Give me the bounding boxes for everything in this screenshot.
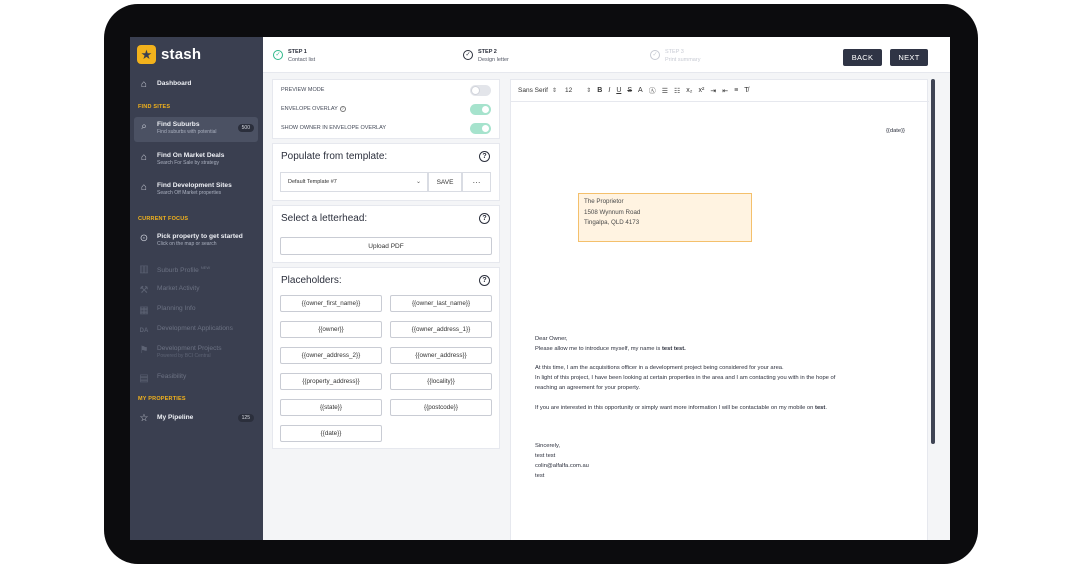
letter-editor (510, 79, 928, 540)
sidebar-item-label: Feasibility (157, 373, 187, 380)
sidebar-item-label: Development Applications (157, 325, 233, 332)
bold-icon[interactable]: B (597, 87, 603, 94)
sidebar-item-dashboard[interactable] (134, 75, 258, 94)
placeholder-owner-address-2[interactable]: {{owner_address_2}} (280, 347, 382, 364)
count-badge: 500 (238, 124, 254, 132)
step-sub: Contact list (288, 57, 316, 63)
sidebar-item-label: Pick property to get started (157, 233, 243, 240)
letter-signoff: test (535, 473, 545, 479)
placeholders-title: Placeholders: (281, 275, 342, 286)
letter-paragraph: In light of this project, I have been looking at certain properties in the area and I am contacting you with in the hope of (535, 375, 836, 381)
letter-signoff: Sincerely, (535, 443, 561, 449)
letterhead-title: Select a letterhead: (281, 213, 368, 224)
font-family-select[interactable]: Sans Serif (518, 87, 548, 94)
sidebar-item-label: Suburb Profile $^{NEW}$ (157, 265, 211, 275)
star-logo-icon: ★ (137, 45, 156, 64)
placeholder-owner-address[interactable]: {{owner_address}} (390, 347, 492, 364)
toggle-knob (471, 86, 480, 95)
calculator-icon: ▤ (139, 373, 149, 384)
font-size-select[interactable]: 12 (565, 87, 573, 94)
editor-toolbar (511, 80, 929, 102)
app-screen (130, 37, 950, 540)
letter-paragraph: If you are interested in this opportunity or simply want more information I will be contactable on my mobile on test. (535, 405, 827, 411)
preview-mode-label: PREVIEW MODE (281, 87, 325, 93)
placeholder-property-address[interactable]: {{property_address}} (280, 373, 382, 390)
crane-icon: ⚑ (139, 345, 149, 356)
highlight-icon[interactable]: Ⓐ (648, 87, 656, 95)
toggle-knob (481, 105, 490, 114)
count-badge: 125 (238, 414, 254, 422)
letterhead-panel (272, 205, 500, 263)
save-template-button[interactable]: SAVE (428, 172, 462, 192)
placeholder-date[interactable]: {{date}} (280, 425, 382, 442)
grid-icon: ▦ (139, 305, 149, 316)
preview-mode-toggle[interactable] (470, 85, 491, 96)
toggle-knob (481, 124, 490, 133)
next-button[interactable]: NEXT (890, 49, 928, 66)
home-icon: ⌂ (140, 79, 148, 90)
envelope-overlay-label: ENVELOPE OVERLAY ? (281, 106, 344, 112)
more-options-button[interactable]: ··· (462, 172, 491, 192)
show-owner-label: SHOW OWNER IN ENVELOPE OVERLAY (281, 125, 387, 131)
logo[interactable] (137, 45, 201, 64)
gavel-icon: ⚒ (139, 285, 149, 296)
ordered-list-icon[interactable]: ☰ (661, 87, 668, 95)
sidebar-item-suburb-profile (134, 260, 258, 279)
placeholder-owner[interactable]: {{owner}} (280, 321, 382, 338)
sidebar-item-development-projects (134, 341, 258, 363)
sidebar-item-sub: Click on the map or search (157, 241, 217, 247)
building-icon: ⌂ (140, 182, 148, 193)
sidebar-item-pick-property[interactable] (134, 229, 258, 251)
placeholder-postcode[interactable]: {{postcode}} (390, 399, 492, 416)
logo-text: stash (161, 46, 202, 63)
font-color-icon[interactable]: A (638, 87, 643, 94)
sidebar-item-label: My Pipeline (157, 414, 194, 421)
sidebar-item-label: Find Development Sites (157, 182, 232, 189)
outdent-icon[interactable]: ⇤ (722, 87, 729, 95)
sidebar-item-planning-info (134, 301, 258, 320)
sidebar-item-label: Planning Info (157, 305, 196, 312)
indent-icon[interactable]: ⇥ (710, 87, 717, 95)
sidebar (130, 37, 263, 540)
sidebar-item-development-sites[interactable] (134, 178, 258, 200)
placeholder-owner-address-1[interactable]: {{owner_address_1}} (390, 321, 492, 338)
sidebar-item-find-suburbs[interactable] (134, 117, 258, 142)
clear-format-icon[interactable]: T̸ (744, 87, 749, 94)
sidebar-item-label: Market Activity (157, 285, 200, 292)
help-icon[interactable]: ? (479, 275, 490, 286)
house-icon: ⌂ (140, 152, 148, 163)
letter-signoff: test test (535, 453, 556, 459)
options-panel (272, 79, 500, 139)
help-icon[interactable]: ? (479, 151, 490, 162)
step-1[interactable] (273, 49, 315, 64)
envelope-overlay-toggle[interactable] (470, 104, 491, 115)
sidebar-item-label: Find On Market Deals (157, 152, 225, 159)
section-my-properties: MY PROPERTIES (138, 396, 186, 402)
letter-paragraph: At this time, I am the acquisitions officer in a development project being considered for your area. (535, 365, 784, 371)
strikethrough-icon[interactable]: S (627, 87, 633, 94)
bullet-list-icon[interactable]: ☷ (674, 87, 681, 95)
sidebar-item-sub: Find suburbs with potential (157, 129, 217, 135)
step-title: STEP 1 (288, 49, 307, 55)
upload-pdf-button[interactable]: Upload PDF (280, 237, 492, 255)
step-sub: Print summary (665, 57, 701, 63)
step-3[interactable] (650, 49, 700, 64)
section-find-sites: FIND SITES (138, 104, 171, 110)
template-select-value: Default Template #7 (288, 179, 337, 185)
sidebar-item-sub: Search Off Market properties (157, 190, 222, 196)
template-title: Populate from template: (281, 151, 388, 162)
italic-icon[interactable]: I (608, 87, 611, 94)
address-line: The Proprietor (584, 198, 624, 205)
da-icon: DA (139, 328, 149, 334)
check-circle-icon: ✓ (273, 50, 283, 60)
envelope-address-box (578, 193, 752, 242)
placeholder-state[interactable]: {{state}} (280, 399, 382, 416)
location-pin-icon: ⊙ (139, 233, 149, 244)
stepper-bar (263, 37, 950, 73)
sidebar-item-market-activity (134, 281, 258, 300)
letter-paragraph: reaching an agreement for your property. (535, 385, 640, 391)
sidebar-item-sub: Powered by BCI Central (157, 353, 211, 359)
section-current-focus: CURRENT FOCUS (138, 216, 189, 222)
address-line: 1508 Wynnum Road (584, 208, 641, 216)
sidebar-item-my-pipeline[interactable] (134, 409, 258, 428)
sidebar-item-on-market-deals[interactable] (134, 148, 258, 170)
placeholder-owner-first-name[interactable]: {{owner_first_name}} (280, 295, 382, 312)
superscript-icon[interactable]: x² (698, 87, 705, 94)
help-icon[interactable]: ? (479, 213, 490, 224)
step-2[interactable] (463, 49, 509, 64)
sidebar-item-label: Find Suburbs (157, 121, 200, 128)
sidebar-item-feasibility (134, 369, 258, 388)
template-panel (272, 143, 500, 201)
updown-icon: ⇕ (552, 88, 558, 94)
step-title: STEP 2 (478, 49, 497, 55)
sidebar-item-label: Dashboard (157, 80, 192, 87)
step-sub: Design letter (478, 57, 509, 63)
sidebar-item-label: Development Projects (157, 345, 222, 352)
sidebar-item-development-applications (134, 321, 258, 340)
updown-icon: ⇕ (586, 88, 592, 94)
step-title: STEP 3 (665, 49, 684, 55)
show-owner-toggle[interactable] (470, 123, 491, 134)
letter-intro: Please allow me to introduce myself, my name is test test. (535, 346, 686, 352)
search-icon: ⌕ (141, 121, 147, 132)
placeholders-panel (272, 267, 500, 449)
placeholder-owner-last-name[interactable]: {{owner_last_name}} (390, 295, 492, 312)
letter-signoff: colin@alfalfa.com.au (535, 463, 589, 469)
address-line: Tingalpa, QLD 4173 (584, 219, 640, 226)
letter-greeting: Dear Owner, (535, 336, 568, 342)
check-circle-icon: ✓ (650, 50, 660, 60)
subscript-icon[interactable]: x₂ (686, 87, 693, 94)
check-circle-icon: ✓ (463, 50, 473, 60)
align-icon[interactable]: ≡ (734, 87, 739, 94)
placeholder-locality[interactable]: {{locality}} (390, 373, 492, 390)
template-select[interactable] (280, 172, 428, 192)
back-button[interactable]: BACK (843, 49, 882, 66)
letter-document[interactable] (511, 103, 929, 540)
editor-scrollbar[interactable] (931, 79, 935, 444)
star-icon: ☆ (139, 413, 149, 424)
help-icon[interactable]: ? (341, 106, 344, 111)
sidebar-item-sub: Search For Sale by strategy (157, 160, 219, 166)
chevron-down-icon: ⌄ (415, 179, 421, 185)
letter-date: {{date}} (885, 128, 905, 134)
underline-icon[interactable]: U (616, 87, 622, 94)
chart-icon: ▥ (139, 264, 149, 275)
